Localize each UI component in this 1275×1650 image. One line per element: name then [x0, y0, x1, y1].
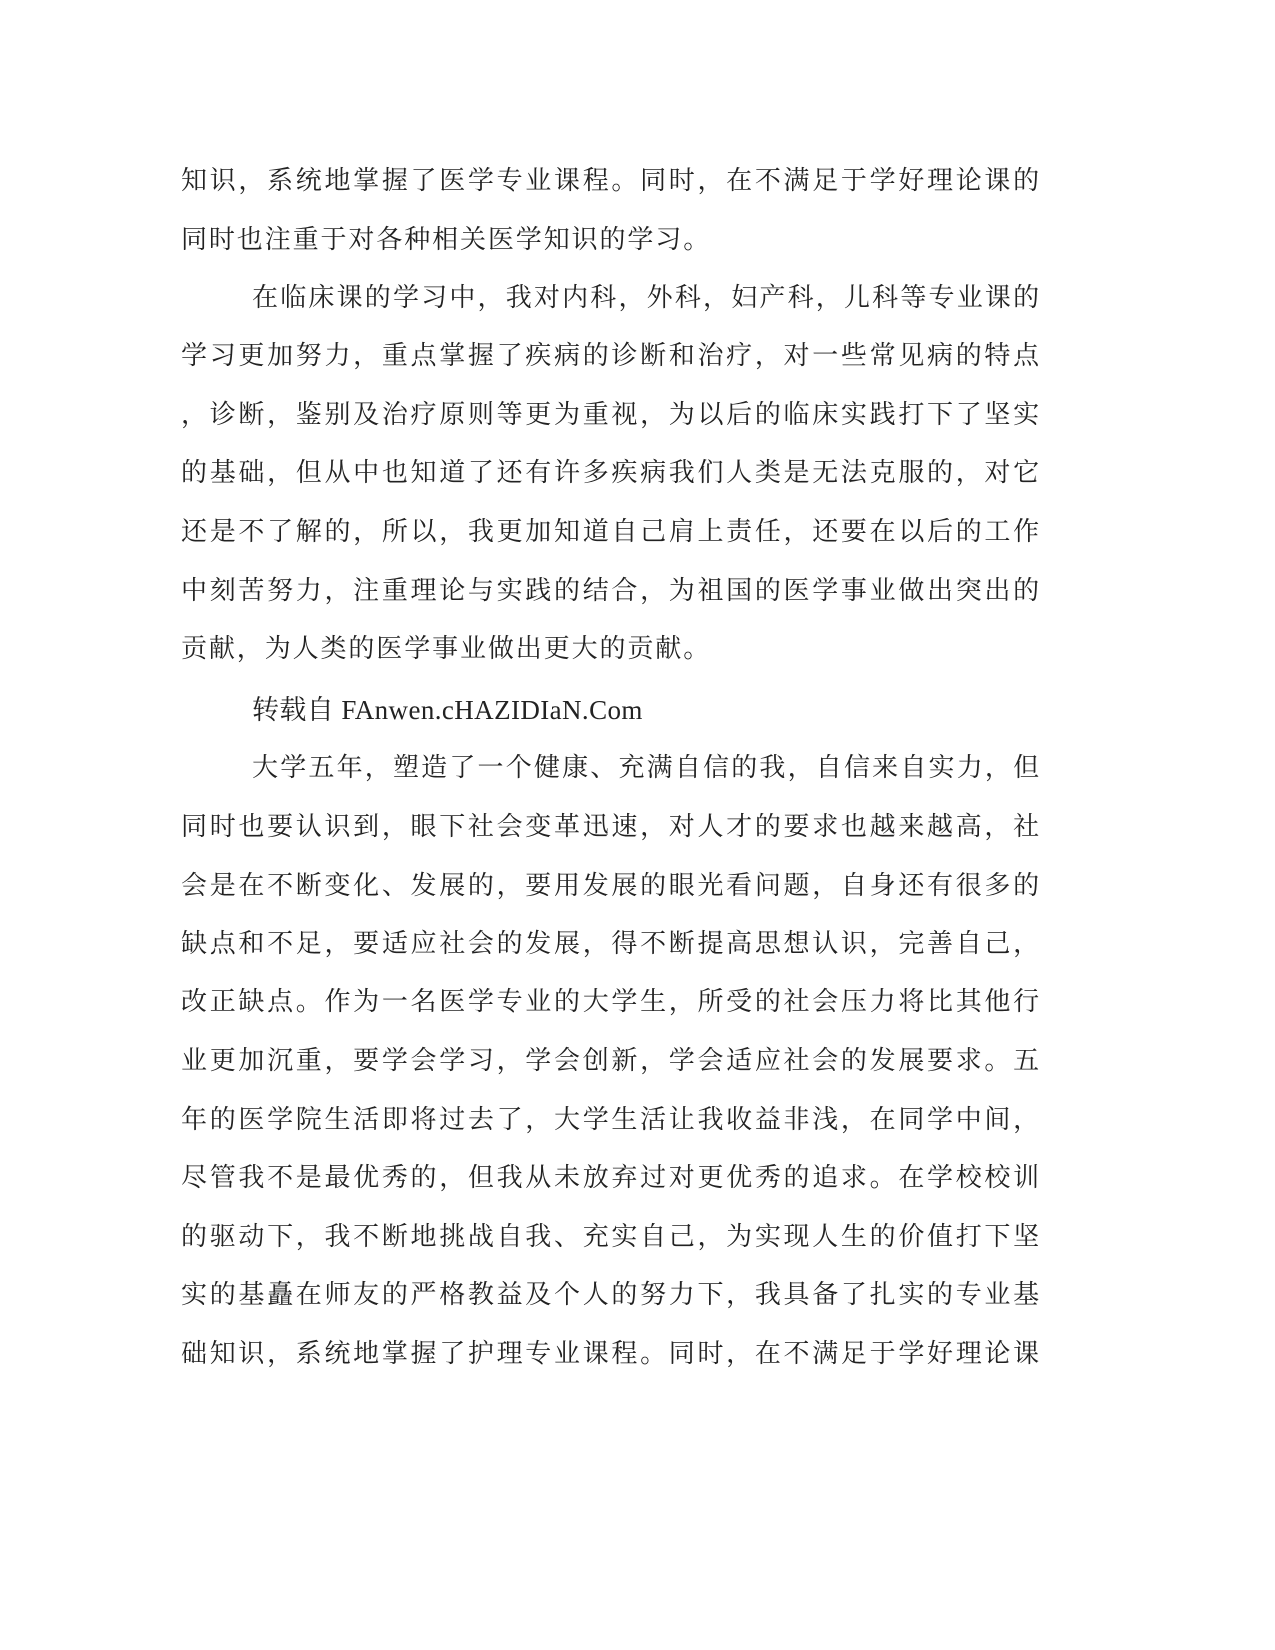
text-line: 年的医学院生活即将过去了，大学生活让我收益非浅，在同学中间， — [181, 1105, 1041, 1135]
text-line: 尽管我不是最优秀的，但我从未放弃过对更优秀的追求。在学校校训 — [181, 1163, 1041, 1193]
text-line: 学习更加努力，重点掌握了疾病的诊断和治疗，对一些常见病的特点 — [181, 341, 1041, 371]
text-line: 同时也注重于对各种相关医学知识的学习。 — [181, 225, 712, 255]
text-line: 的基础，但从中也知道了还有许多疾病我们人类是无法克服的，对它 — [181, 458, 1041, 488]
text-line: 中刻苦努力，注重理论与实践的结合，为祖国的医学事业做出突出的 — [181, 576, 1041, 606]
text-line: 还是不了解的，所以，我更加知道自己肩上责任，还要在以后的工作 — [181, 517, 1041, 547]
text-line: 贡献，为人类的医学事业做出更大的贡献。 — [181, 634, 712, 664]
text-line: 知识，系统地掌握了医学专业课程。同时，在不满足于学好理论课的 — [181, 166, 1041, 196]
text-line: 的驱动下，我不断地挑战自我、充实自己，为实现人生的价值打下坚 — [181, 1222, 1041, 1252]
text-line: 会是在不断变化、发展的，要用发展的眼光看问题，自身还有很多的 — [181, 871, 1041, 901]
text-line: 业更加沉重，要学会学习，学会创新，学会适应社会的发展要求。五 — [181, 1046, 1041, 1076]
text-line: 实的基矗在师友的严格教益及个人的努力下，我具备了扎实的专业基 — [181, 1280, 1041, 1310]
text-line: ，诊断，鉴别及治疗原则等更为重视，为以后的临床实践打下了坚实 — [181, 400, 1041, 430]
paragraph-first-line: 在临床课的学习中，我对内科，外科，妇产科，儿科等专业课的 — [252, 283, 1041, 313]
text-line: 缺点和不足，要适应社会的发展，得不断提高思想认识，完善自己， — [181, 929, 1041, 959]
paragraph-first-line: 大学五年，塑造了一个健康、充满自信的我，自信来自实力，但 — [252, 753, 1041, 783]
source-attribution: 转载自 FAnwen.cHAZIDIaN.Com — [252, 695, 643, 725]
text-line: 同时也要认识到，眼下社会变革迅速，对人才的要求也越来越高，社 — [181, 812, 1041, 842]
text-line: 础知识，系统地掌握了护理专业课程。同时，在不满足于学好理论课 — [181, 1339, 1041, 1369]
text-line: 改正缺点。作为一名医学专业的大学生，所受的社会压力将比其他行 — [181, 987, 1041, 1017]
